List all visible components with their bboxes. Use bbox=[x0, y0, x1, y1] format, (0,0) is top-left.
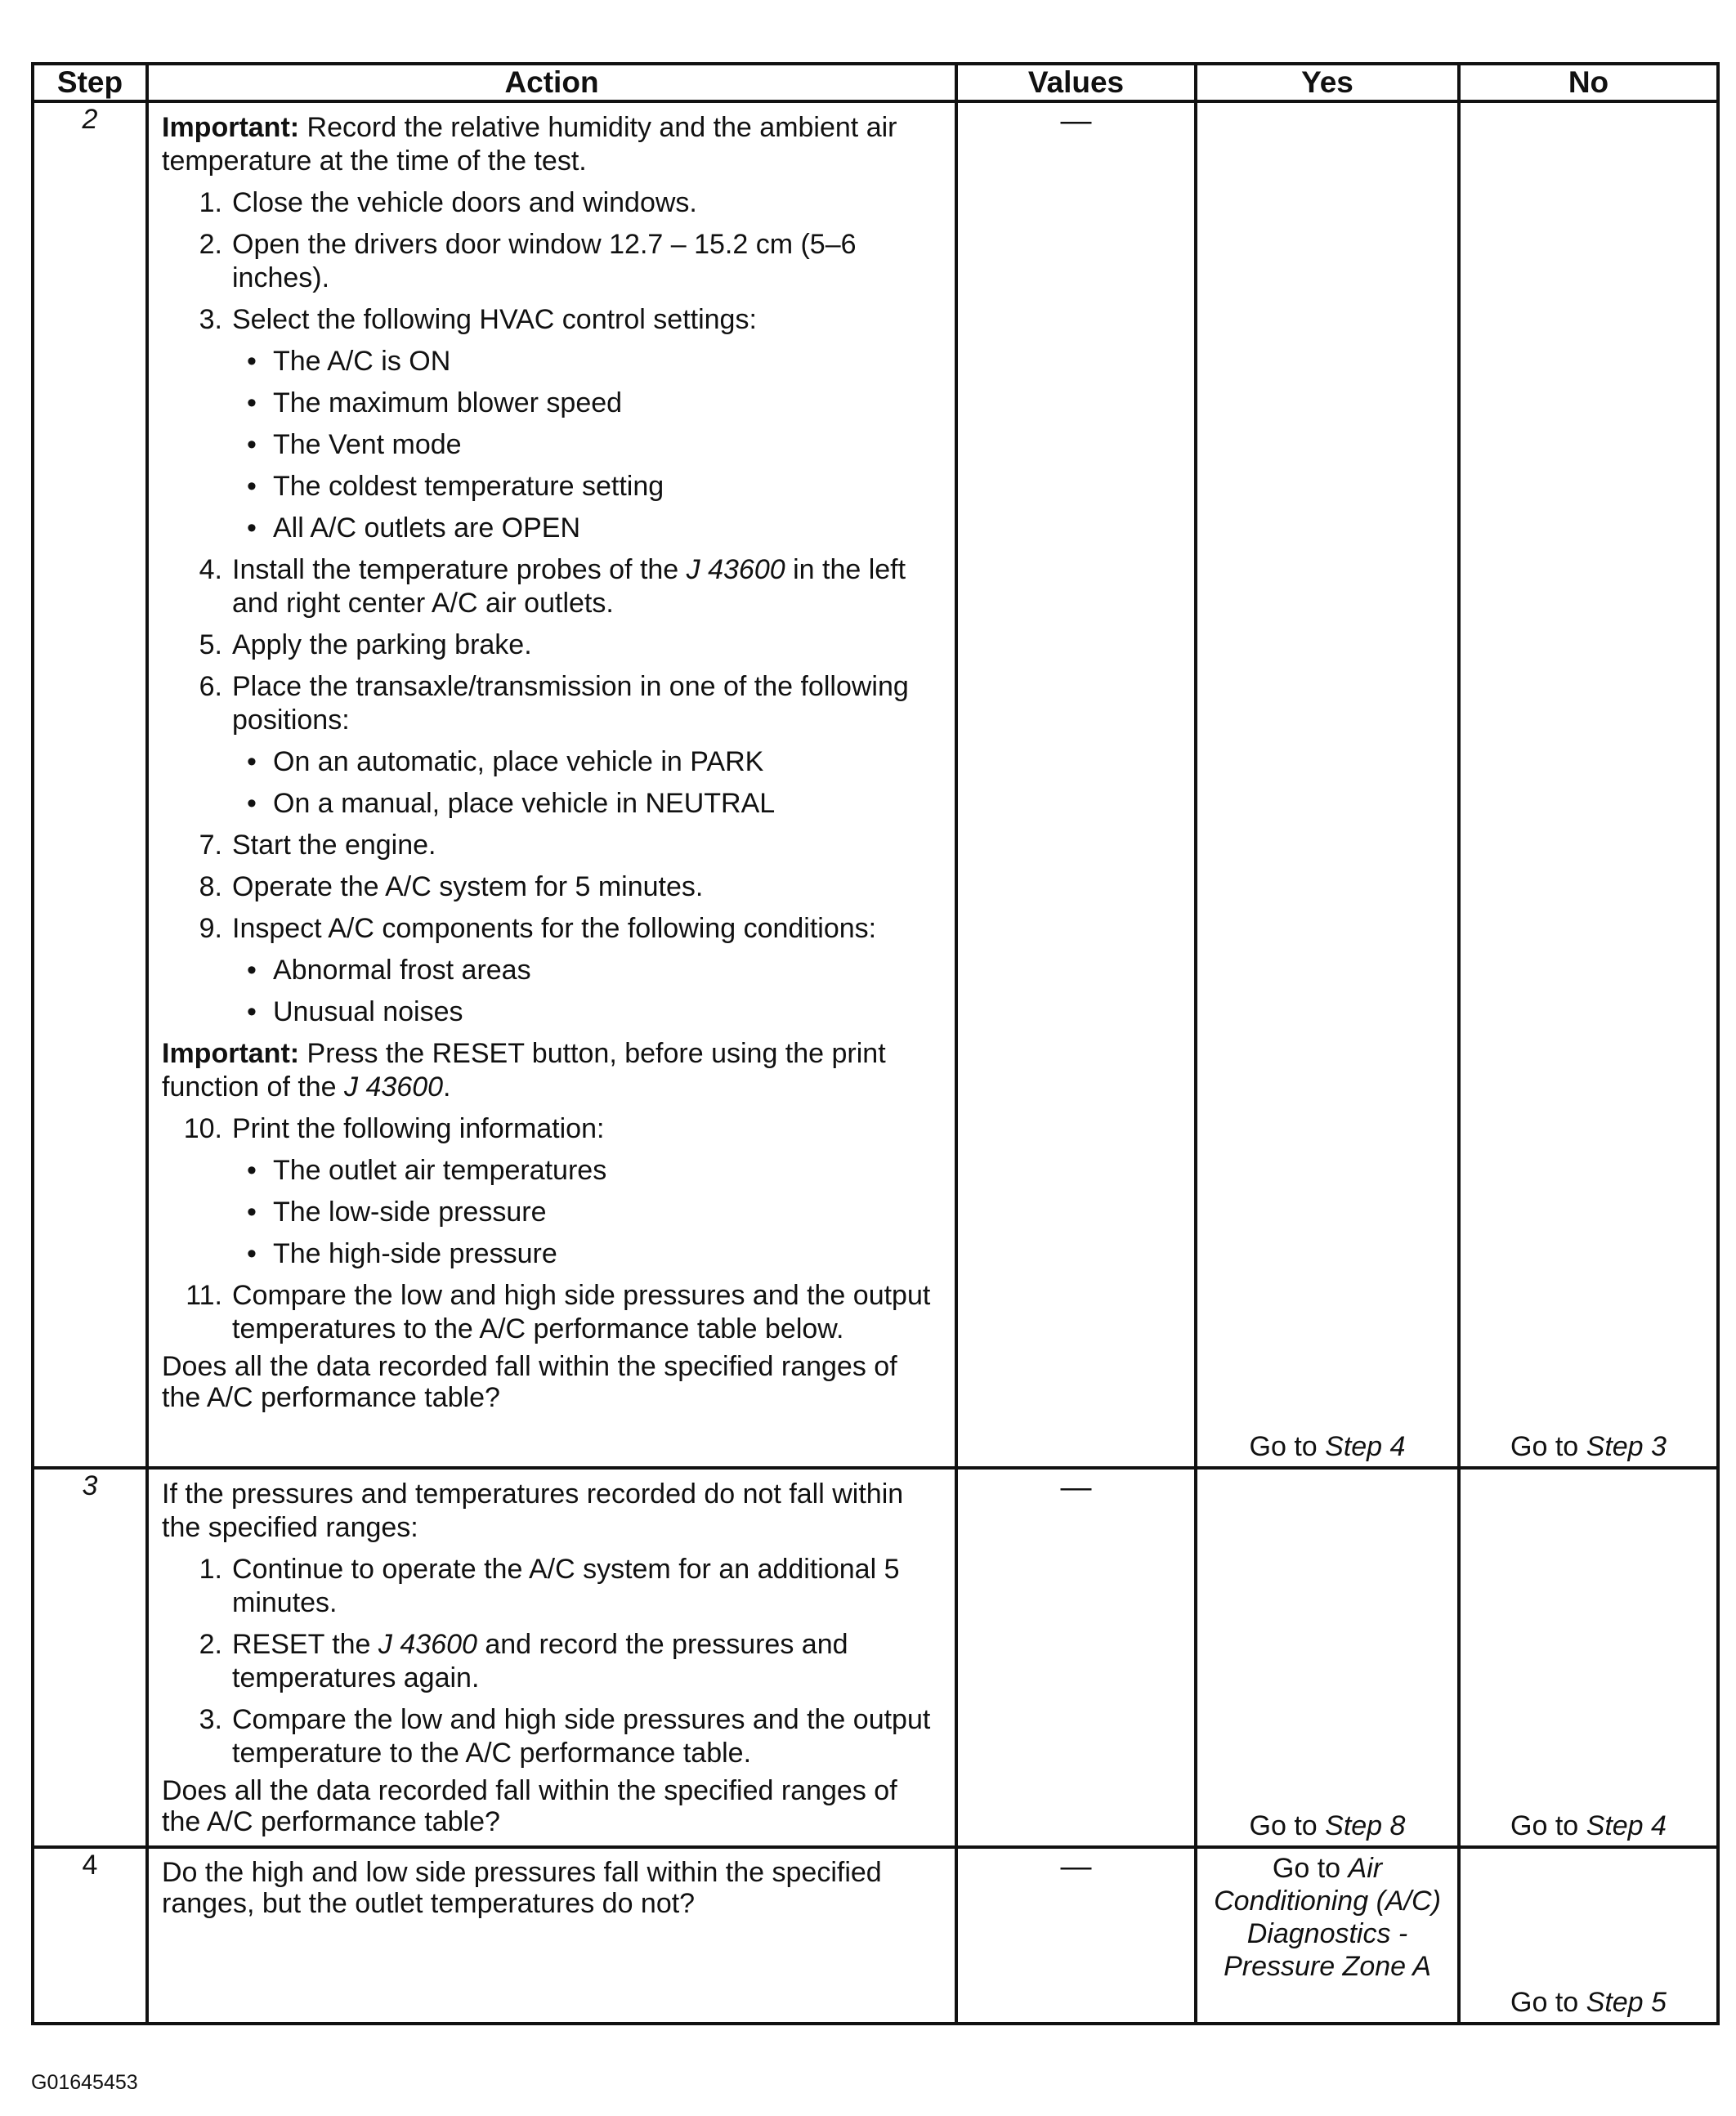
bullet-item: • The high-side pressure bbox=[232, 1237, 937, 1271]
step-text: and record the pressures and temperatures again. bbox=[232, 1629, 848, 1693]
important-text: . bbox=[443, 1071, 451, 1103]
header-yes: Yes bbox=[1196, 64, 1459, 101]
bullet-item: • Abnormal frost areas bbox=[232, 954, 937, 987]
action-cell bbox=[147, 1468, 956, 1847]
step-text: in the left and right center A/C air outlets. bbox=[232, 554, 906, 619]
procedure-step bbox=[162, 829, 937, 862]
step-text: Print the following information: bbox=[232, 1113, 605, 1144]
no-cell bbox=[1459, 1847, 1718, 2024]
step-index: 4. bbox=[199, 554, 222, 585]
bullet-list bbox=[232, 1154, 937, 1271]
step-text: Open the drivers door window 12.7 – 15.2 cm (5–6 inches). bbox=[232, 229, 857, 293]
goto-label: Go to bbox=[1510, 1810, 1586, 1841]
step-text: Continue to operate the A/C system for an additional 5 minutes. bbox=[232, 1554, 900, 1618]
bullet-item: • The coldest temperature setting bbox=[232, 470, 937, 503]
procedure-step bbox=[162, 1553, 937, 1620]
bullet-item: • All A/C outlets are OPEN bbox=[232, 512, 937, 545]
step-link[interactable]: Step 4 bbox=[1586, 1810, 1667, 1841]
important-text: Press the RESET button, before using the print function of the bbox=[162, 1038, 886, 1103]
goto-label: Go to bbox=[1249, 1431, 1326, 1462]
step-number: 3 bbox=[33, 1468, 147, 1847]
important-note bbox=[162, 111, 937, 178]
step-text: Operate the A/C system for 5 minutes. bbox=[232, 871, 704, 902]
procedure-step bbox=[162, 629, 937, 662]
procedure-step bbox=[162, 228, 937, 295]
decision-question: Does all the data recorded fall within the specified ranges of the A/C performance table? bbox=[162, 1351, 897, 1413]
header-step: Step bbox=[33, 64, 147, 101]
step-text: Select the following HVAC control settings: bbox=[232, 304, 757, 335]
values-cell: — bbox=[956, 1468, 1196, 1847]
step-index: 1. bbox=[199, 1554, 222, 1585]
step-text: Apply the parking brake. bbox=[232, 629, 532, 660]
step-link[interactable]: Step 5 bbox=[1586, 1987, 1667, 2018]
header-no: No bbox=[1459, 64, 1718, 101]
procedure-step bbox=[162, 670, 937, 821]
step-index: 2. bbox=[199, 229, 222, 260]
goto-label: Go to bbox=[1510, 1431, 1586, 1462]
no-goto bbox=[1461, 1810, 1716, 1842]
decision-question: Do the high and low side pressures fall within the specified ranges, but the outlet temperatures do not? bbox=[162, 1857, 882, 1919]
step-link[interactable]: Step 8 bbox=[1325, 1810, 1406, 1841]
procedure-link[interactable]: Conditioning (A/C) bbox=[1214, 1886, 1441, 1917]
diagnostic-table bbox=[31, 62, 1720, 2025]
step-index: 1. bbox=[199, 187, 222, 218]
header-values: Values bbox=[956, 64, 1196, 101]
bullet-item: • The A/C is ON bbox=[232, 345, 937, 378]
bullet-item: • The low-side pressure bbox=[232, 1196, 937, 1229]
values-cell: — bbox=[956, 1847, 1196, 2024]
bullet-item: • Unusual noises bbox=[232, 995, 937, 1029]
bullet-item: • The maximum blower speed bbox=[232, 387, 937, 420]
step-link[interactable]: Step 3 bbox=[1586, 1431, 1667, 1462]
no-cell bbox=[1459, 1468, 1718, 1847]
step-text: Compare the low and high side pressures and the output temperature to the A/C performance table. bbox=[232, 1704, 931, 1769]
procedure-step bbox=[162, 1628, 937, 1695]
table-row-step-4 bbox=[33, 1847, 1718, 2024]
procedure-step bbox=[162, 1279, 937, 1346]
procedure-step bbox=[162, 870, 937, 904]
procedure-step bbox=[162, 1112, 937, 1271]
procedure-link[interactable]: Air bbox=[1348, 1853, 1383, 1884]
yes-cell bbox=[1196, 1847, 1459, 2024]
step-index: 2. bbox=[199, 1629, 222, 1660]
no-goto bbox=[1461, 1430, 1716, 1463]
header-action: Action bbox=[147, 64, 956, 101]
procedure-step bbox=[162, 912, 937, 1029]
header-row bbox=[33, 64, 1718, 101]
yes-goto bbox=[1197, 1852, 1457, 1983]
yes-goto bbox=[1197, 1430, 1457, 1463]
step-text: Compare the low and high side pressures and the output temperatures to the A/C performance table below. bbox=[232, 1280, 931, 1344]
step-text: Place the transaxle/transmission in one of the following positions: bbox=[232, 671, 909, 736]
decision-question: Does all the data recorded fall within the specified ranges of the A/C performance table? bbox=[162, 1775, 897, 1837]
bullet-item: • On a manual, place vehicle in NEUTRAL bbox=[232, 787, 937, 821]
action-cell bbox=[147, 1847, 956, 2024]
step-index: 10. bbox=[183, 1113, 222, 1144]
important-text: Record the relative humidity and the ambient air temperature at the time of the test. bbox=[162, 112, 897, 177]
goto-label: Go to bbox=[1272, 1853, 1349, 1884]
procedure-link[interactable]: Diagnostics - bbox=[1246, 1918, 1408, 1949]
procedure-steps bbox=[162, 186, 937, 1029]
bullet-item: • The outlet air temperatures bbox=[232, 1154, 937, 1188]
action-cell bbox=[147, 101, 956, 1468]
step-index: 7. bbox=[199, 830, 222, 861]
yes-cell bbox=[1196, 101, 1459, 1468]
step-text: Install the temperature probes of the bbox=[232, 554, 687, 585]
tool-reference: J 43600 bbox=[378, 1629, 477, 1660]
step-index: 6. bbox=[199, 671, 222, 702]
important-note bbox=[162, 1037, 937, 1104]
goto-label: Go to bbox=[1249, 1810, 1326, 1841]
goto-label: Go to bbox=[1510, 1987, 1586, 2018]
bullet-list bbox=[232, 345, 937, 545]
important-label: Important: bbox=[162, 1038, 300, 1069]
yes-cell bbox=[1196, 1468, 1459, 1847]
step-text: Inspect A/C components for the following conditions: bbox=[232, 913, 877, 944]
no-cell bbox=[1459, 101, 1718, 1468]
intro-text: If the pressures and temperatures recorded do not fall within the specified ranges: bbox=[162, 1479, 904, 1543]
bullet-item: • The Vent mode bbox=[232, 428, 937, 462]
procedure-step bbox=[162, 303, 937, 545]
procedure-link[interactable]: Pressure Zone A bbox=[1224, 1951, 1431, 1982]
table-row-step-3 bbox=[33, 1468, 1718, 1847]
step-text: Start the engine. bbox=[232, 830, 436, 861]
tool-reference: J 43600 bbox=[344, 1071, 444, 1103]
bullet-item: • On an automatic, place vehicle in PARK bbox=[232, 745, 937, 779]
procedure-steps bbox=[162, 1553, 937, 1770]
table-row-step-2 bbox=[33, 101, 1718, 1468]
step-number: 2 bbox=[33, 101, 147, 1468]
step-number: 4 bbox=[33, 1847, 147, 2024]
yes-goto bbox=[1197, 1810, 1457, 1842]
important-label: Important: bbox=[162, 112, 300, 143]
step-index: 11. bbox=[186, 1280, 222, 1311]
procedure-step bbox=[162, 553, 937, 620]
bullet-list bbox=[232, 745, 937, 821]
step-index: 3. bbox=[199, 304, 222, 335]
step-link[interactable]: Step 4 bbox=[1325, 1431, 1406, 1462]
step-text: RESET the bbox=[232, 1629, 378, 1660]
step-index: 5. bbox=[199, 629, 222, 660]
step-index: 9. bbox=[199, 913, 222, 944]
step-index: 3. bbox=[199, 1704, 222, 1735]
procedure-step bbox=[162, 1703, 937, 1770]
procedure-steps bbox=[162, 1112, 937, 1346]
figure-id: G01645453 bbox=[31, 2071, 138, 2094]
procedure-step bbox=[162, 186, 937, 220]
no-goto bbox=[1461, 1986, 1716, 2019]
tool-reference: J 43600 bbox=[686, 554, 785, 585]
step-text: Close the vehicle doors and windows. bbox=[232, 187, 697, 218]
step-index: 8. bbox=[199, 871, 222, 902]
bullet-list bbox=[232, 954, 937, 1029]
values-cell: — bbox=[956, 101, 1196, 1468]
